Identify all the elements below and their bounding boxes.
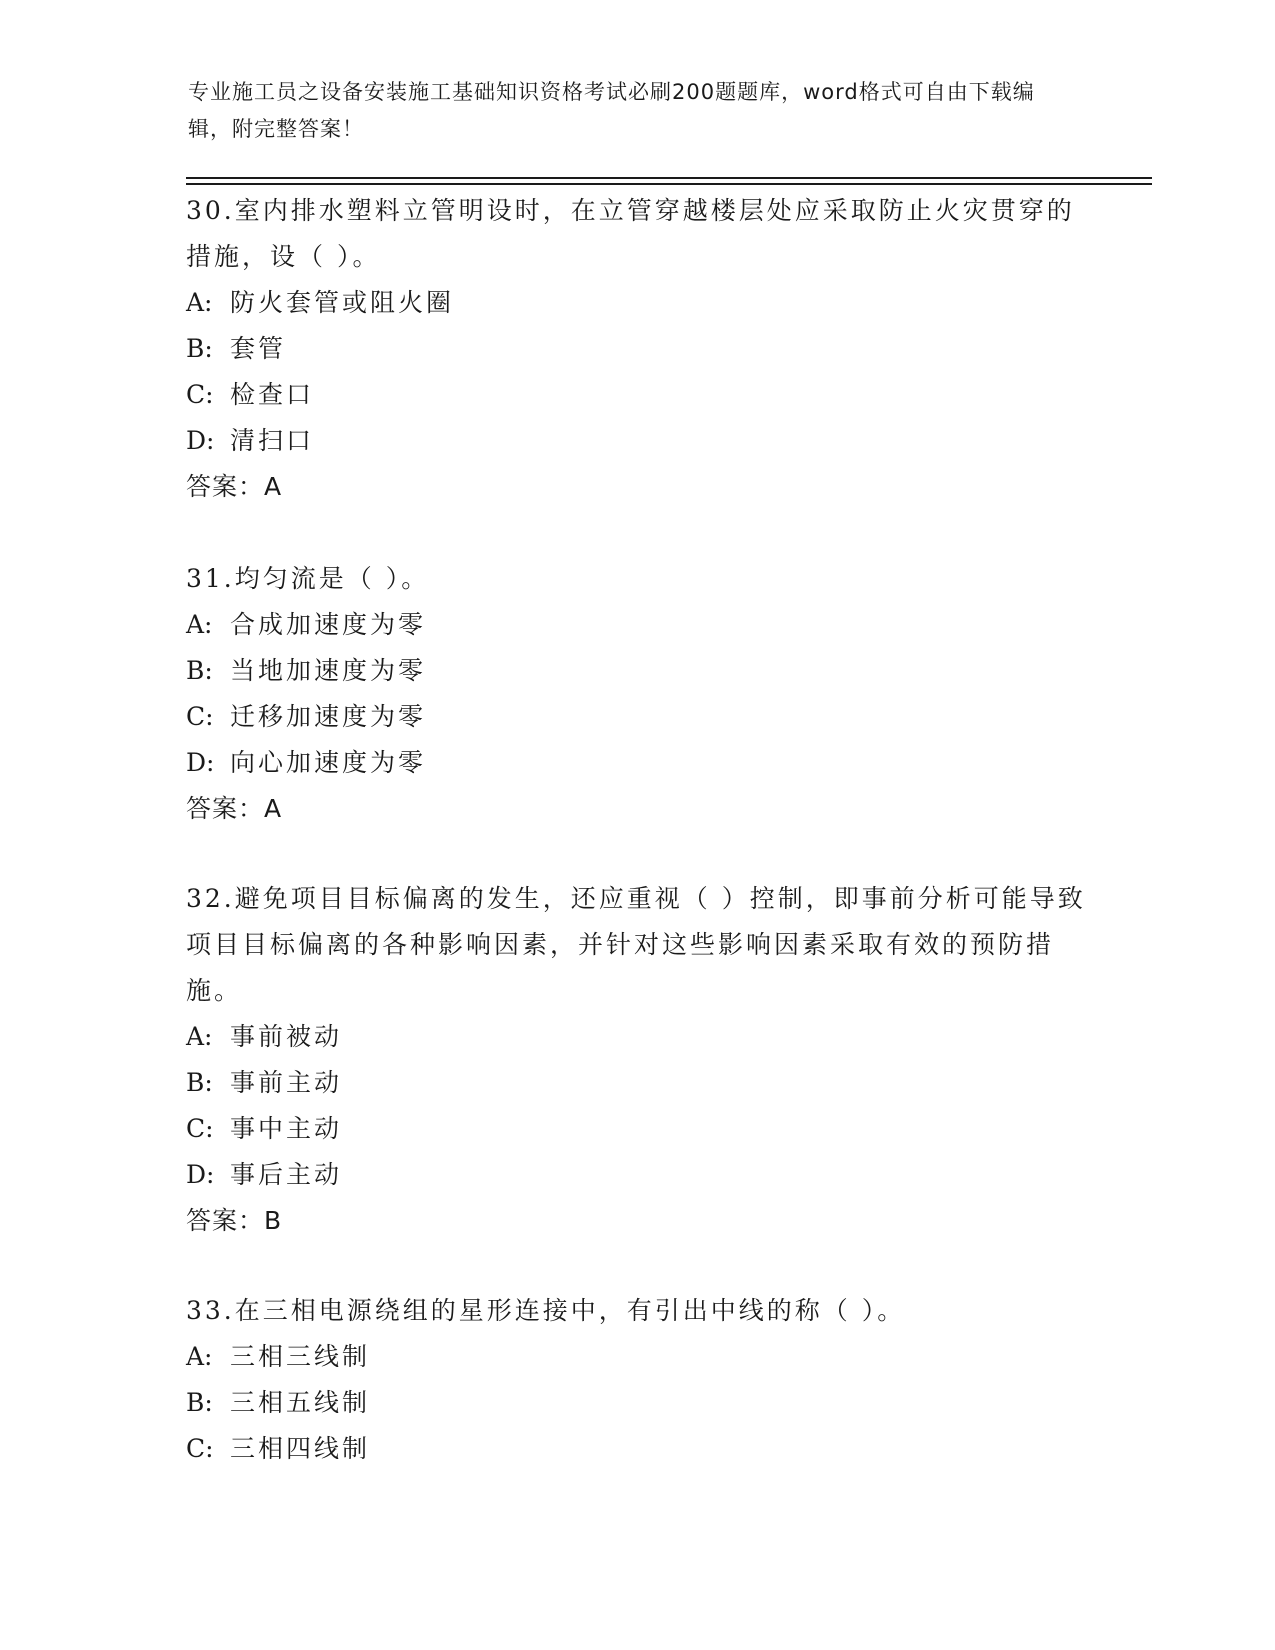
option-text: 向心加速度为零 <box>230 748 427 777</box>
option-b <box>186 1380 1086 1426</box>
answer-line: 答案：A <box>186 794 283 823</box>
option-key: B: <box>186 656 213 685</box>
option-b <box>186 326 1086 372</box>
option-c <box>186 694 1086 740</box>
answer-line: 答案：B <box>186 1206 283 1235</box>
option-text: 三相五线制 <box>230 1388 371 1417</box>
option-text: 事前主动 <box>230 1068 343 1097</box>
question-31 <box>186 556 1086 832</box>
option-c <box>186 372 1086 418</box>
option-text: 事中主动 <box>230 1114 343 1143</box>
question-stem: 30.室内排水塑料立管明设时，在立管穿越楼层处应采取防止火灾贯穿的措施，设（ ）。 <box>186 196 1075 271</box>
question-30 <box>186 188 1086 510</box>
option-key: A: <box>186 610 213 639</box>
option-text: 三相三线制 <box>230 1342 371 1371</box>
option-key: C: <box>186 380 214 409</box>
option-key: B: <box>186 1068 213 1097</box>
option-key: D: <box>186 426 215 455</box>
option-text: 检查口 <box>230 380 315 409</box>
option-key: C: <box>186 1434 214 1463</box>
question-stem: 32.避免项目目标偏离的发生，还应重视（ ）控制，即事前分析可能导致项目目标偏离的各种影响因素，并针对这些影响因素采取有效的预防措施。 <box>186 884 1086 1005</box>
option-key: D: <box>186 1160 215 1189</box>
option-text: 套管 <box>230 334 287 363</box>
option-a <box>186 1334 1086 1380</box>
option-key: A: <box>186 1022 213 1051</box>
option-text: 合成加速度为零 <box>230 610 427 639</box>
option-text: 事前被动 <box>230 1022 343 1051</box>
question-stem: 33.在三相电源绕组的星形连接中，有引出中线的称（ ）。 <box>186 1296 906 1325</box>
answer-line: 答案：A <box>186 472 283 501</box>
option-key: D: <box>186 748 215 777</box>
header-divider-top <box>186 177 1152 179</box>
option-c <box>186 1426 1086 1472</box>
option-key: B: <box>186 334 213 363</box>
option-a <box>186 1014 1086 1060</box>
question-33 <box>186 1288 1086 1472</box>
option-key: A: <box>186 1342 213 1371</box>
question-32 <box>186 876 1086 1244</box>
option-key: C: <box>186 702 214 731</box>
document-header: 专业施工员之设备安装施工基础知识资格考试必刷200题题库，word格式可自由下载编辑，附完整答案！ <box>188 80 1035 141</box>
header-divider-bottom <box>186 183 1152 185</box>
question-stem: 31.均匀流是（ ）。 <box>186 564 430 593</box>
option-d <box>186 418 1086 464</box>
option-a <box>186 280 1086 326</box>
option-d <box>186 740 1086 786</box>
option-text: 事后主动 <box>230 1160 343 1189</box>
option-text: 当地加速度为零 <box>230 656 427 685</box>
option-key: C: <box>186 1114 214 1143</box>
option-text: 迁移加速度为零 <box>230 702 427 731</box>
option-key: B: <box>186 1388 213 1417</box>
option-b <box>186 1060 1086 1106</box>
option-key: A: <box>186 288 213 317</box>
option-text: 防火套管或阻火圈 <box>230 288 455 317</box>
option-text: 清扫口 <box>230 426 315 455</box>
option-d <box>186 1152 1086 1198</box>
option-b <box>186 648 1086 694</box>
option-c <box>186 1106 1086 1152</box>
option-text: 三相四线制 <box>230 1434 371 1463</box>
option-a <box>186 602 1086 648</box>
